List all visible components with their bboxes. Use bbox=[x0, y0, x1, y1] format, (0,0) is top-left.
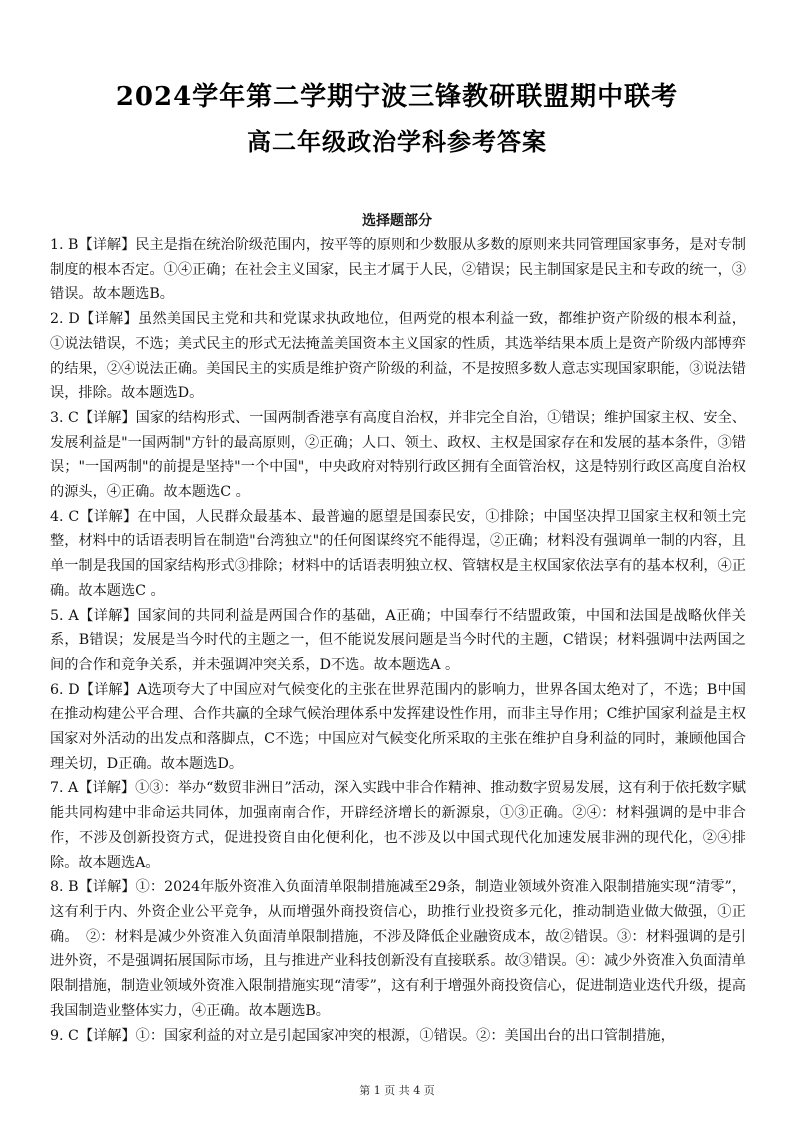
answer-item-2: 2. D【详解】虽然美国民主党和共和党谋求执政地位，但两党的根本利益一致，都维护资产阶级的根本利益，①说法错误，不选；美式民主的形式无法掩盖美国资本主义国家的性质，其选举结果本质上是资产阶级内部博弈的结果，②④说法正确。美国民主的实质是维护资产阶级的利益，不是按照多数人意志实现国家职能，③说法错误，排除。故本题选D。 bbox=[50, 311, 746, 402]
answer-list bbox=[50, 233, 746, 1048]
section-heading: 选择题部分 bbox=[362, 213, 432, 229]
answer-item-3: 3. C【详解】国家的结构形式、一国两制香港享有高度自治权，并非完全自治，①错误；维护国家主权、安全、发展利益是"一国两制"方针的最高原则，②正确；人口、领土、政权、主权是国家存在和发展的基本条件，③错误；"一国两制"的前提是坚持"一个中国"，中央政府对特别行政区拥有全面管治权，这是特别行政区高度自治权的源头，④正确。故本题选C 。 bbox=[50, 409, 746, 501]
answer-item-4: 4. C【详解】在中国，人民群众最基本、最普遍的愿望是国泰民安，①排除；中国坚决捍卫国家主权和领土完整，材料中的话语表明旨在制造"台湾独立"的任何图谋终究不能得逞，②正确；材料没有强调单一制的内容，且单一制是我国的国家结构形式③排除；材料中的话语表明独立权、管辖权是主权国家依法享有的基本权利，④正确。故本题选C 。 bbox=[50, 508, 746, 599]
answer-item-5: 5. A【详解】国家间的共同利益是两国合作的基础，A正确；中国奉行不结盟政策，中国和法国是战略伙伴关系，B错误；发展是当今时代的主题之一，但不能说发展问题是当今时代的主题，C错误；材料强调中法两国之间的合作和竞争关系，并未强调冲突关系，D不选。故本题选A 。 bbox=[50, 607, 746, 673]
page-subtitle: 高二年级政治学科参考答案 bbox=[247, 127, 547, 156]
page-title: 2024学年第二学期宁波三锋教研联盟期中联考 bbox=[115, 82, 679, 112]
answer-item-6: 6. D【详解】A选项夸大了中国应对气候变化的主张在世界范围内的影响力，世界各国太绝对了，不选；B中国在推动构建公平合理、合作共赢的全球气候治理体系中发挥建设性作用，而非主导作用；C维护国家利益是主权国家对外活动的出发点和落脚点，C不选；中国应对气候变化所采取的主张在维护自身利益的同时，兼顾他国合理关切，D正确。故本题选D。 bbox=[50, 681, 746, 772]
answer-item-7: 7. A【详解】①③：举办“数贸非洲日”活动，深入实践中非合作精神、推动数字贸易发展，这有利于依托数字赋能共同构建中非命运共同体，加强南南合作，开辟经济增长的新源泉，①③正确。②④：材料强调的是中非合作，不涉及创新投资方式，促进投资自由化便利化，也不涉及以中国式现代化加速发展非洲的现代化，②④排除。故本题选A。 bbox=[50, 780, 746, 871]
page-number: 第 1 页 共 4 页 bbox=[359, 1084, 435, 1097]
answer-item-9: 9. C【详解】①：国家利益的对立是引起国家冲突的根源，①错误。②：美国出台的出口管制措施， bbox=[50, 1027, 675, 1044]
answer-item-8: 8. B【详解】①：2024年版外资准入负面清单限制措施减至29条，制造业领域外资准入限制措施实现“清零”，这有利于内、外资企业公平竞争，从而增强外商投资信心，助推行业投资多元化，推动制造业做大做强，①正确。 ②：材料是减少外资准入负面清单限制措施，不涉及降低企业融资成本，故②错误。③：材料强调的是引进外资，不是强调拓展国际市场，且与推进产业科技创新没有直接联系。故③错误。④：减少外资准入负面清单限制措施，制造业领域外资准入限制措施实现“清零”，这有利于增强外商投资信心，促进制造业迭代升级，提高我国制造业整体实力，④正确。故本题选B。 bbox=[50, 879, 746, 1019]
answer-item-1: 1. B【详解】民主是指在统治阶级范围内，按平等的原则和少数服从多数的原则来共同管理国家事务，是对专制制度的根本否定。①④正确；在社会主义国家，民主才属于人民，②错误；民主制国家是民主和专政的统一，③错误。故本题选B。 bbox=[50, 237, 746, 303]
